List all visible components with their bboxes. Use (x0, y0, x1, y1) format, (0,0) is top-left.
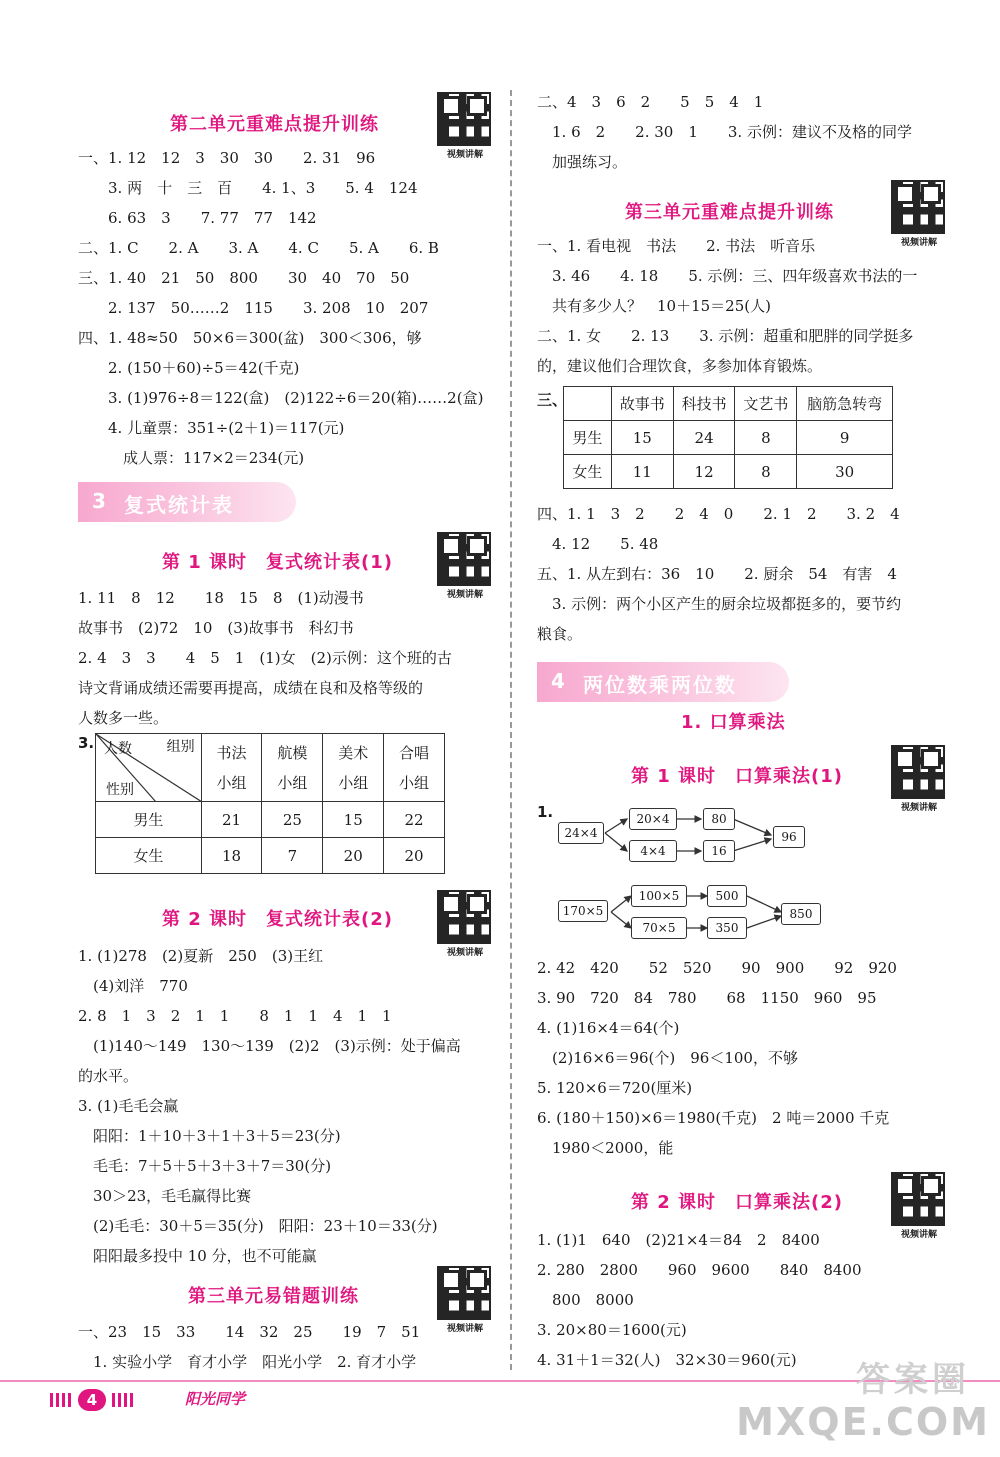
video-qr-code[interactable] (891, 745, 947, 813)
table-row (96, 838, 445, 874)
video-qr-code[interactable] (437, 890, 493, 958)
answer-line: 1. 11 8 12 18 15 8 (1)动漫书 (78, 589, 364, 607)
answer-line: 4. (1)16×4＝64(个) (537, 1019, 680, 1037)
qr-caption: 视频讲解 (900, 803, 937, 813)
answer-line: 粮食。 (537, 625, 583, 643)
answer-line: 成人票：117×2＝234(元) (78, 449, 305, 467)
table-cell: 11 (611, 455, 673, 489)
header-cell: 科技书 (673, 387, 735, 421)
diagram-result-box: 500 (707, 885, 747, 907)
answer-line: 一、23 15 33 14 32 25 19 7 51 (78, 1323, 421, 1341)
answer-line: 3. 两 十 三 百 4. 1、3 5. 4 124 (78, 179, 418, 197)
question-number: 1. (537, 803, 554, 821)
answer-line: 2. 4 3 3 4 5 1 (1)女 (2)示例：这个班的古 (78, 649, 452, 667)
stripe-decoration-icon (112, 1393, 136, 1407)
answer-line: 4. 31＋1＝32(人) 32×30＝960(元) (537, 1351, 797, 1369)
answer-line: 6. 63 3 7. 77 77 142 (78, 209, 317, 227)
table-cell: 30 (797, 455, 893, 489)
answer-line: 1. (1)1 640 (2)21×4＝84 2 8400 (537, 1231, 820, 1249)
diagram-end-box: 850 (781, 903, 821, 925)
answer-line: (4)刘洋 770 (78, 977, 188, 995)
answer-line: 阳阳最多投中 10 分，也不可能赢 (78, 1247, 317, 1265)
diag-bot-label: 性别 (106, 782, 134, 798)
answer-line: 1. 实验小学 育才小学 阳光小学 2. 育才小学 (78, 1353, 417, 1371)
table-cell: 7 (262, 838, 323, 874)
answer-line: 三、1. 40 21 50 800 30 40 70 50 (78, 269, 410, 287)
header-cell: 脑筋急转弯 (797, 387, 893, 421)
qr-caption: 视频讲解 (446, 1324, 483, 1334)
row-label: 男生 (564, 421, 612, 455)
diagram-end-box: 96 (773, 826, 805, 848)
row-label: 男生 (96, 802, 202, 838)
answer-line: 5. 120×6＝720(厘米) (537, 1079, 693, 1097)
qr-code-icon (437, 92, 491, 146)
table-cell: 15 (323, 802, 384, 838)
answer-line: 4. 儿童票：351÷(2＋1)＝117(元) (78, 419, 345, 437)
question-number: 三、 (537, 391, 568, 409)
diag-mid-label: 人数 (104, 741, 132, 757)
answer-line: 毛毛：7＋5＋5＋3＋3＋7＝30(分) (78, 1157, 332, 1175)
qr-caption: 视频讲解 (446, 948, 483, 958)
answer-line: 加强练习。 (537, 153, 628, 171)
chapter-number: 4 (551, 669, 565, 693)
qr-code-icon (891, 745, 945, 799)
video-qr-code[interactable] (437, 1266, 493, 1334)
subsection-title: 1. 口算乘法 (681, 712, 786, 733)
diagram-step-box: 100×5 (631, 885, 687, 907)
answer-line: 2. (150＋60)÷5＝42(千克) (78, 359, 300, 377)
answer-line: 的水平。 (78, 1067, 139, 1085)
table-cell: 9 (797, 421, 893, 455)
answer-line: 6. (180＋150)×6＝1980(千克) 2 吨＝2000 千克 (537, 1109, 890, 1127)
table-cell: 8 (735, 421, 797, 455)
answer-line: 诗文背诵成绩还需要再提高，成绩在良和及格等级的 (78, 679, 424, 697)
answer-line: 2. 280 2800 960 9600 840 8400 (537, 1261, 862, 1279)
lesson1-title: 第 1 课时 口算乘法(1) (631, 766, 844, 787)
empty-header-cell (564, 387, 612, 421)
answer-line: 1. 6 2 2. 30 1 3. 示例：建议不及格的同学 (537, 123, 912, 141)
qr-code-icon (891, 180, 945, 234)
answer-line: 阳阳：1＋10＋3＋1＋3＋5＝23(分) (78, 1127, 341, 1145)
qr-code-icon (437, 890, 491, 944)
answer-line: 的，建议他们合理饮食，多参加体育锻炼。 (537, 357, 823, 375)
chapter-title: 复式统计表 (124, 493, 234, 517)
diagram-result-box: 16 (703, 840, 735, 862)
column-divider (510, 90, 512, 1370)
answer-line: 四、1. 48≈50 50×6＝300(盆) 300＜306，够 (78, 329, 422, 347)
table-row (564, 455, 893, 489)
video-qr-code[interactable] (437, 92, 493, 160)
video-qr-code[interactable] (437, 532, 493, 600)
unit3-key-training-title: 第三单元重难点提升训练 (625, 202, 834, 223)
answer-line: 四、1. 1 3 2 2 4 0 2. 1 2 3. 2 4 (537, 505, 900, 523)
chapter-number: 3 (92, 489, 106, 513)
header-cell: 书法 小组 (201, 734, 262, 802)
diagram-step-box: 20×4 (629, 808, 677, 830)
diagram-result-box: 350 (707, 917, 747, 939)
header-cell: 航模 小组 (262, 734, 323, 802)
answer-line: 3. 90 720 84 780 68 1150 960 95 (537, 989, 877, 1007)
table-cell: 24 (673, 421, 735, 455)
diag-top-label: 组别 (166, 739, 195, 755)
qr-caption: 视频讲解 (900, 238, 937, 248)
answer-line: (2)16×6＝96(个) 96＜100，不够 (537, 1049, 798, 1067)
table-row (96, 802, 445, 838)
answer-line: 故事书 (2)72 10 (3)故事书 科幻书 (78, 619, 354, 637)
diagram-step-box: 4×4 (629, 840, 677, 862)
header-cell: 故事书 (611, 387, 673, 421)
answer-line: 一、1. 12 12 3 30 30 2. 31 96 (78, 149, 376, 167)
answer-line: 3. (1)976÷8＝122(盒) (2)122÷6＝20(箱)……2(盒) (78, 389, 484, 407)
chapter-title: 两位数乘两位数 (583, 673, 737, 697)
answer-line: 800 8000 (537, 1291, 634, 1309)
table-cell: 8 (735, 455, 797, 489)
answer-line: 3. 46 4. 18 5. 示例：三、四年级喜欢书法的一 (537, 267, 918, 285)
answer-line: 五、1. 从左到右：36 10 2. 厨余 54 有害 4 (537, 565, 897, 583)
header-cell: 文艺书 (735, 387, 797, 421)
answer-line: 3. 示例：两个小区产生的厨余垃圾都挺多的，要节约 (537, 595, 902, 613)
stripe-decoration-icon (50, 1393, 74, 1407)
answer-line: 4. 12 5. 48 (537, 535, 659, 553)
chapter-banner (78, 482, 296, 522)
unit3-error-training-title: 第三单元易错题训练 (188, 1286, 359, 1307)
group-stats-table (95, 733, 445, 874)
watermark-text: MXQE.COM (736, 1400, 990, 1444)
diagram-step-box: 70×5 (631, 917, 687, 939)
brand-logo: 阳光同学 (185, 1390, 246, 1408)
page-number: 4 (78, 1389, 106, 1411)
table-cell: 21 (201, 802, 262, 838)
lesson1-title: 第 1 课时 复式统计表(1) (162, 552, 394, 573)
table-cell: 20 (384, 838, 445, 874)
qr-code-icon (437, 1266, 491, 1320)
diagram-result-box: 80 (703, 808, 735, 830)
footer-rule (0, 1380, 1000, 1382)
table-row (564, 421, 893, 455)
qr-code-icon (891, 1172, 945, 1226)
table-cell: 22 (384, 802, 445, 838)
diagram-start-box: 24×4 (558, 822, 604, 844)
header-cell: 合唱 小组 (384, 734, 445, 802)
answer-line: 2. 8 1 3 2 1 1 8 1 1 4 1 1 (78, 1007, 392, 1025)
video-qr-code[interactable] (891, 1172, 947, 1240)
lesson2-title: 第 2 课时 复式统计表(2) (162, 909, 394, 930)
answer-line: 1980＜2000，能 (537, 1139, 674, 1157)
answer-line: (2)毛毛：30＋5＝35(分) 阳阳：23＋10＝33(分) (78, 1217, 438, 1235)
answer-line: 2. 137 50……2 115 3. 208 10 207 (78, 299, 429, 317)
header-cell: 美术 小组 (323, 734, 384, 802)
table-cell: 15 (611, 421, 673, 455)
watermark-logo: 答案圈 (856, 1360, 970, 1400)
question-number: 3. (78, 734, 95, 752)
answer-line: 共有多少人？ 10＋15＝25(人) (537, 297, 771, 315)
answer-line: 人数多一些。 (78, 709, 169, 727)
answer-line: (1)140～149 130～139 (2)2 (3)示例：处于偏高 (78, 1037, 461, 1055)
table-cell: 25 (262, 802, 323, 838)
qr-caption: 视频讲解 (446, 150, 483, 160)
lesson2-title: 第 2 课时 口算乘法(2) (631, 1192, 844, 1213)
table-cell: 12 (673, 455, 735, 489)
answer-line: 1. (1)278 (2)夏新 250 (3)王红 (78, 947, 324, 965)
book-preference-table (563, 386, 893, 489)
video-qr-code[interactable] (891, 180, 947, 248)
diagonal-header-cell (96, 734, 202, 802)
chapter-banner (537, 662, 789, 702)
unit2-key-training-title: 第二单元重难点提升训练 (170, 114, 379, 135)
answer-line: 3. 20×80＝1600(元) (537, 1321, 687, 1339)
answer-line: 二、1. 女 2. 13 3. 示例：超重和肥胖的同学挺多 (537, 327, 914, 345)
qr-caption: 视频讲解 (446, 590, 483, 600)
row-label: 女生 (96, 838, 202, 874)
answer-line: 2. 42 420 52 520 90 900 92 920 (537, 959, 897, 977)
qr-code-icon (437, 532, 491, 586)
answer-line: 3. (1)毛毛会赢 (78, 1097, 179, 1115)
diagram-start-box: 170×5 (558, 900, 608, 922)
table-cell: 20 (323, 838, 384, 874)
answer-line: 二、1. C 2. A 3. A 4. C 5. A 6. B (78, 239, 439, 257)
row-label: 女生 (564, 455, 612, 489)
answer-line: 二、4 3 6 2 5 5 4 1 (537, 93, 764, 111)
qr-caption: 视频讲解 (900, 1230, 937, 1240)
table-cell: 18 (201, 838, 262, 874)
answer-line: 一、1. 看电视 书法 2. 书法 听音乐 (537, 237, 816, 255)
answer-line: 30＞23，毛毛赢得比赛 (78, 1187, 252, 1205)
